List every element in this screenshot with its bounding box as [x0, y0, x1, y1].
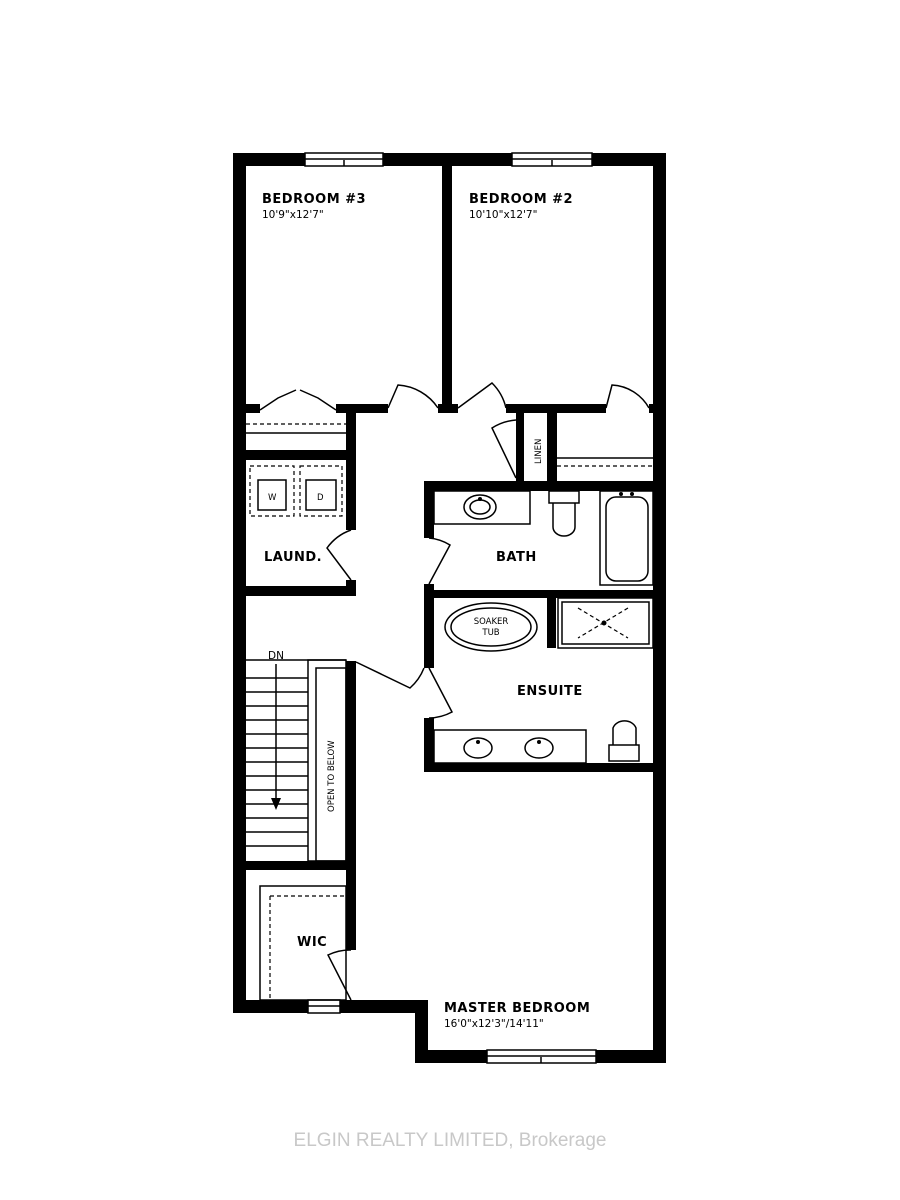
master-bedroom-dims: 16'0"x12'3"/14'11" [444, 1018, 544, 1030]
ensuite-fixtures [434, 598, 653, 763]
window-master [487, 1050, 596, 1063]
bedroom3-dims: 10'9"x12'7" [262, 209, 324, 221]
wic-label: WIC [297, 935, 328, 950]
bath-label: BATH [496, 550, 537, 565]
brokerage-watermark: ELGIN REALTY LIMITED, Brokerage [293, 1130, 607, 1151]
bedroom2-label: BEDROOM #2 [469, 192, 574, 207]
stairs-down-label: DN [268, 650, 284, 662]
soaker-tub-label-1: SOAKER [473, 617, 509, 627]
open-to-below-label: OPEN TO BELOW [327, 740, 337, 812]
master-bedroom-label: MASTER BEDROOM [444, 1001, 591, 1016]
linen-label: LINEN [534, 438, 544, 464]
soaker-tub-label-2: TUB [482, 628, 500, 638]
doors [260, 383, 649, 1000]
closet-bedroom3 [246, 424, 346, 433]
window-bedroom2 [512, 153, 592, 166]
washer-label: W [268, 493, 277, 503]
window-wic [308, 1000, 340, 1013]
bath-fixtures [434, 491, 653, 585]
bedroom2-dims: 10'10"x12'7" [469, 209, 538, 221]
laundry-label: LAUND. [264, 550, 323, 565]
laundry-appliances [250, 466, 342, 516]
closet-bedroom2 [557, 458, 653, 466]
dryer-label: D [317, 493, 324, 503]
ensuite-label: ENSUITE [517, 684, 583, 699]
window-bedroom3 [305, 153, 383, 166]
bedroom3-label: BEDROOM #3 [262, 192, 367, 207]
